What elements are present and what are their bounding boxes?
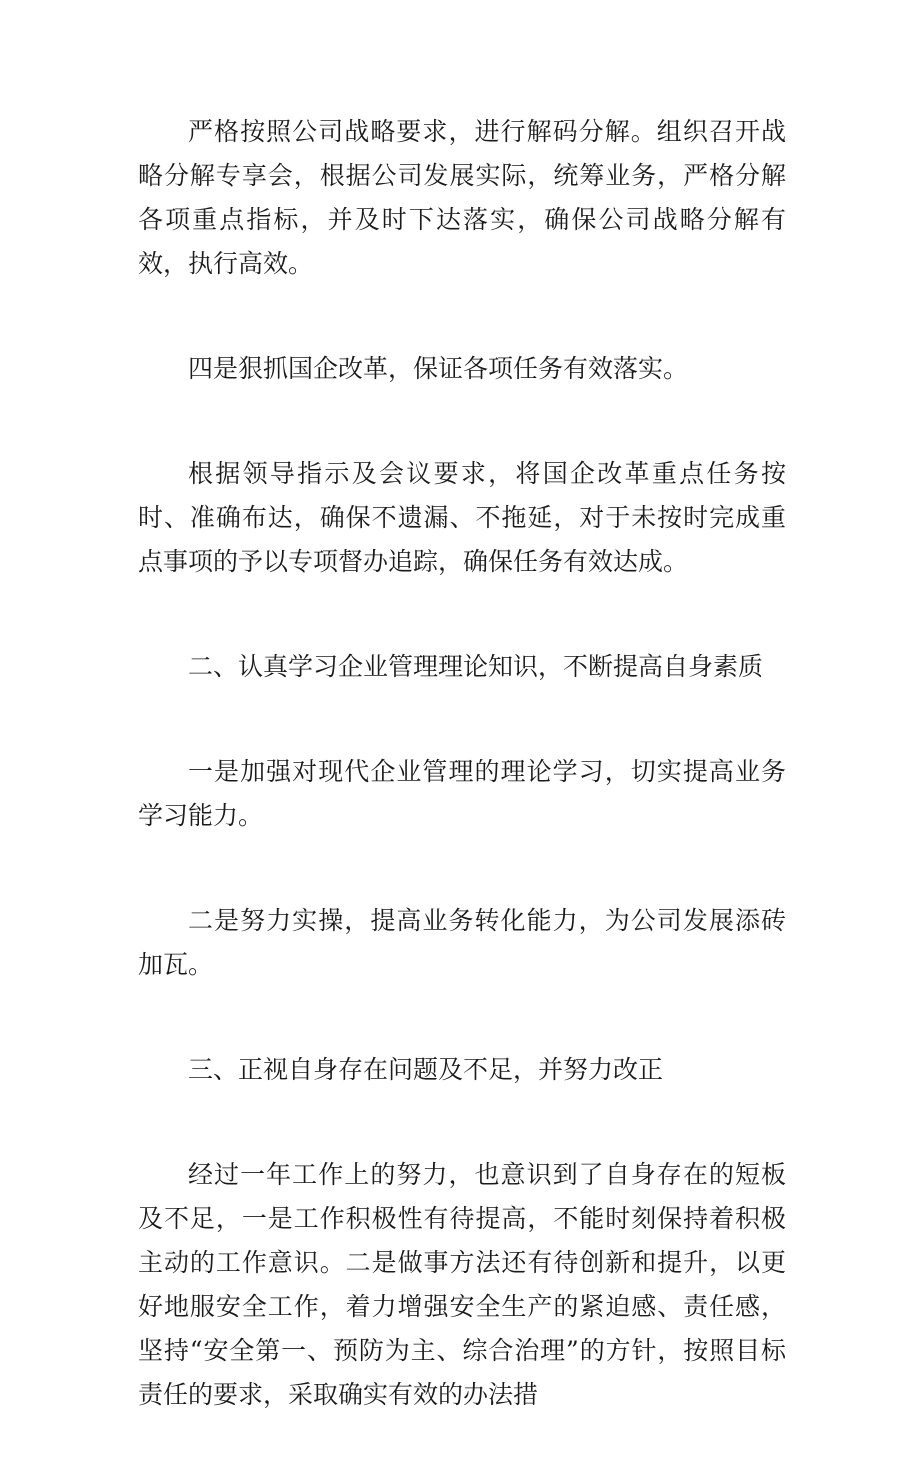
- document-body: [138, 110, 786, 1478]
- paragraph-theory-study: 一是加强对现代企业管理的理论学习，切实提高业务学习能力。: [138, 757, 786, 830]
- paragraph-soe-reform-heading: 四是狠抓国企改革，保证各项任务有效落实。: [188, 354, 689, 383]
- paragraph-strategy-decoding: 严格按照公司战略要求，进行解码分解。组织召开战略分解专享会，根据公司发展实际，统筹业务，严格分解各项重点指标，并及时下达落实，确保公司战略分解有效，执行高效。: [138, 117, 786, 278]
- section-heading-3: 三、正视自身存在问题及不足，并努力改正: [188, 1055, 664, 1084]
- section-heading-2: 二、认真学习企业管理理论知识，不断提高自身素质: [188, 652, 764, 681]
- paragraph-practice: 二是努力实操，提高业务转化能力，为公司发展添砖加瓦。: [138, 906, 786, 979]
- paragraph-soe-reform-detail: 根据领导指示及会议要求，将国企改革重点任务按时、准确布达，确保不遗漏、不拖延，对于未按时完成重点事项的予以专项督办追踪，确保任务有效达成。: [138, 459, 786, 576]
- paragraph-shortcomings: 经过一年工作上的努力，也意识到了自身存在的短板及不足，一是工作积极性有待提高，不能时刻保持着积极主动的工作意识。二是做事方法还有待创新和提升，以更好地服安全工作，着力增强安全生产的紧迫感、责任感，坚持“安全第一、预防为主、综合治理”的方针，按照目标责任的要求，采取确实有效的办法措: [138, 1160, 786, 1409]
